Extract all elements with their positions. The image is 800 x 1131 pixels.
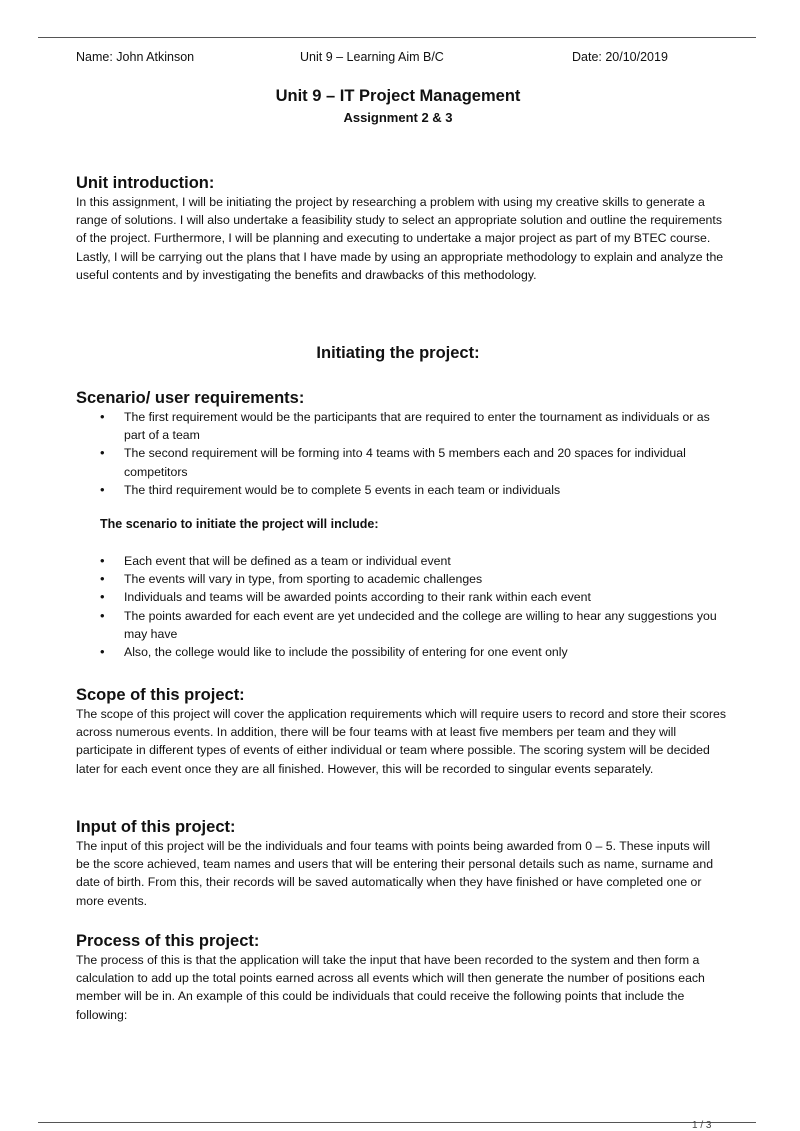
header-date: Date: 20/10/2019 — [572, 50, 668, 64]
header-rule — [38, 37, 756, 38]
list-item: • The second requirement will be forming into 4 teams with 5 members each and 20 spaces for individual competitors — [76, 444, 726, 480]
process-heading: Process of this project: — [76, 932, 260, 950]
initiating-heading: Initiating the project: — [316, 344, 480, 362]
document-subtitle: Assignment 2 & 3 — [343, 110, 453, 125]
intro-heading: Unit introduction: — [76, 174, 215, 192]
scope-text: The scope of this project will cover the application requirements which will require users to record and store their scores across numerous events. In addition, there will be four teams with at least five members per team and they will participate in different types of events of either individual or team where possible. The scoring system will be decided later for each event once they are all finished. However, this will be recorded to singular events separately. — [76, 707, 726, 776]
input-heading: Input of this project: — [76, 818, 236, 836]
include-list — [76, 552, 726, 661]
requirements-list — [76, 408, 726, 499]
list-item: • The points awarded for each event are yet undecided and the college are willing to hear any suggestions you may have — [76, 607, 726, 643]
scenario-heading: Scenario/ user requirements: — [76, 389, 305, 407]
header-name: Name: John Atkinson — [76, 50, 195, 64]
scenario-subheading: The scenario to initiate the project will include: — [100, 517, 379, 531]
list-item: • Individuals and teams will be awarded points according to their rank within each event — [76, 588, 726, 606]
scenario-include-section — [76, 552, 726, 661]
list-item: • The first requirement would be the participants that are required to enter the tournament as individuals or as part of a team — [76, 408, 726, 444]
list-item: • The events will vary in type, from sporting to academic challenges — [76, 570, 726, 588]
page-number: 1 / 3 — [692, 1120, 712, 1131]
scenario-section — [76, 388, 726, 499]
intro-text: In this assignment, I will be initiating the project by researching a problem with using my creative skills to generate a range of solutions. I will also undertake a feasibility study to select an appropriate solution and outline the requirements of the project. Furthermore, I will be planning and executing to undertake a major project as part of my BTEC course. Lastly, I will be carrying out the plans that I have made by using an appropriate methodology to explain and analyze the useful contents and by investigating the benefits and drawbacks of this methodology. — [76, 195, 724, 282]
list-item: • The third requirement would be to complete 5 events in each team or individuals — [76, 481, 726, 499]
intro-section — [76, 173, 726, 284]
process-section — [76, 931, 726, 1024]
list-item: • Also, the college would like to include the possibility of entering for one event only — [76, 643, 726, 661]
scope-heading: Scope of this project: — [76, 686, 245, 704]
footer-rule — [38, 1122, 756, 1123]
document-title: Unit 9 – IT Project Management — [275, 87, 521, 105]
header-unit: Unit 9 – Learning Aim B/C — [300, 50, 444, 64]
process-text: The process of this is that the application will take the input that have been recorded to the system and then form a calculation to add up the total points earned across all events which will then generate the number of positions each member will be in. An example of this could be individuals that could receive the following points that include the following: — [76, 953, 705, 1022]
input-section — [76, 817, 726, 910]
input-text: The input of this project will be the individuals and four teams with points being awarded from 0 – 5. These inputs will be the score achieved, team names and users that will be entering their personal details such as name, surname and date of birth. From this, their records will be saved automatically when they have finished or have completed one or more events. — [76, 839, 714, 908]
list-item: • Each event that will be defined as a team or individual event — [76, 552, 726, 570]
scope-section — [76, 685, 726, 778]
